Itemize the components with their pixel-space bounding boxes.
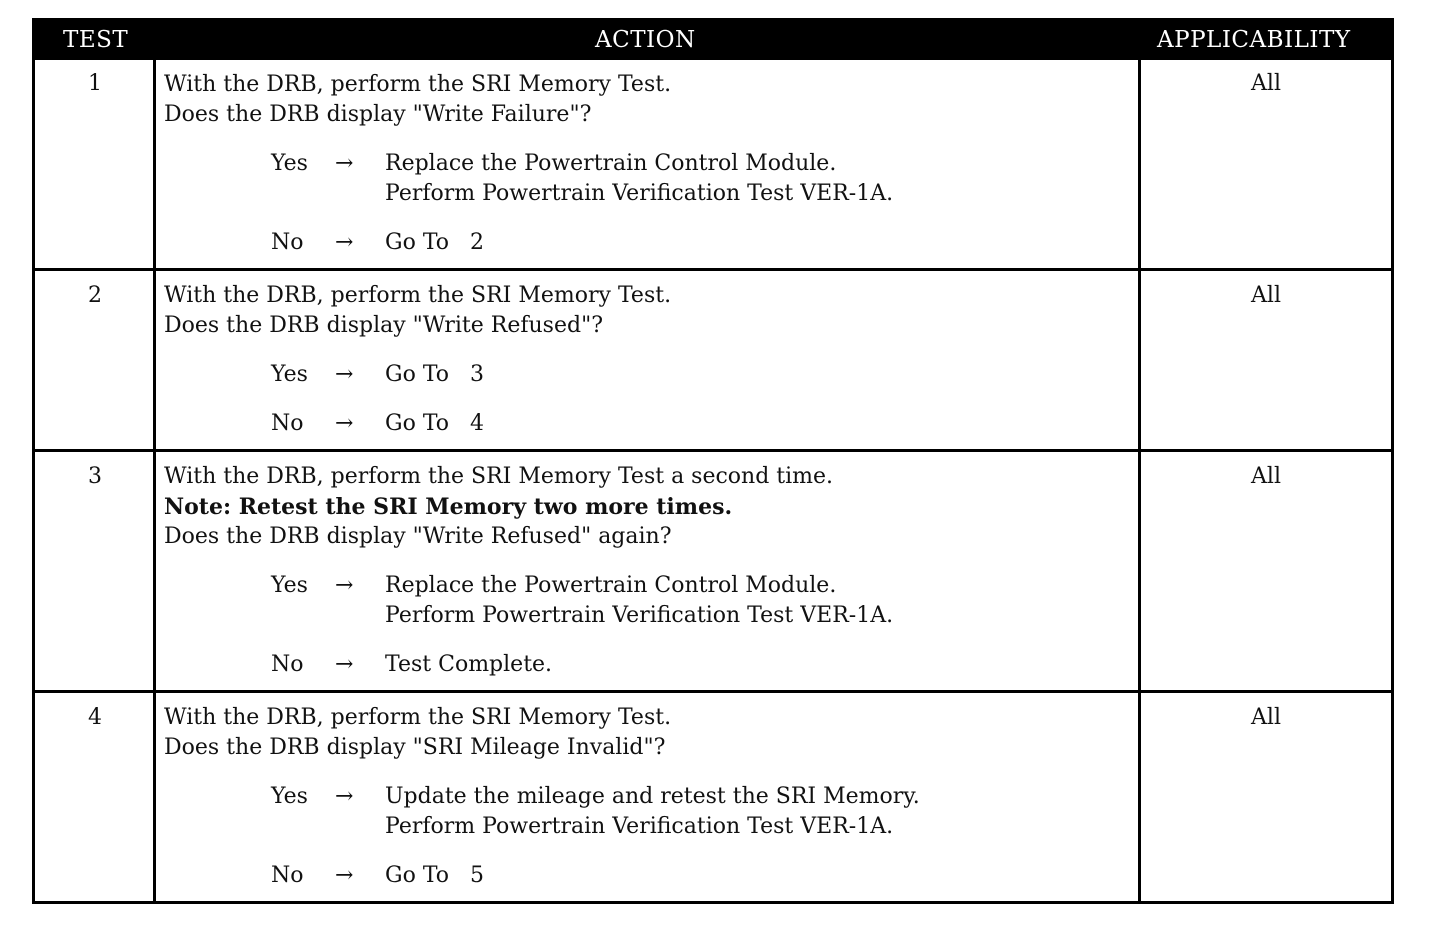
arrow-icon: →: [335, 411, 354, 436]
no-result: Test Complete.: [385, 652, 553, 677]
applicability-value: All: [1251, 464, 1281, 489]
action-line: With the DRB, perform the SRI Memory Test.: [164, 72, 672, 97]
no-result: Go To 2: [385, 230, 484, 255]
action-line: With the DRB, perform the SRI Memory Test.: [164, 283, 672, 308]
action-line: With the DRB, perform the SRI Memory Test a second time.: [164, 464, 834, 489]
action-line: With the DRB, perform the SRI Memory Test.: [164, 705, 672, 730]
no-label: No: [271, 230, 304, 255]
yes-result: Perform Powertrain Verification Test VER-1A.: [385, 603, 894, 628]
arrow-icon: →: [335, 652, 354, 677]
header-action: ACTION: [595, 27, 696, 53]
yes-label: Yes: [271, 573, 308, 598]
arrow-icon: →: [335, 362, 354, 387]
yes-result: Perform Powertrain Verification Test VER-1A.: [385, 181, 894, 206]
test-number: 4: [88, 705, 102, 730]
yes-label: Yes: [271, 362, 308, 387]
action-line: Does the DRB display "Write Refused" again?: [164, 524, 672, 549]
applicability-value: All: [1251, 705, 1281, 730]
action-note: Note: Retest the SRI Memory two more times.: [164, 494, 733, 520]
applicability-value: All: [1251, 283, 1281, 308]
yes-label: Yes: [271, 784, 308, 809]
arrow-icon: →: [335, 784, 354, 809]
action-line: Does the DRB display "SRI Mileage Invalid"?: [164, 735, 666, 760]
arrow-icon: →: [335, 863, 354, 888]
yes-result: Update the mileage and retest the SRI Memory.: [385, 784, 920, 809]
arrow-icon: →: [335, 573, 354, 598]
no-label: No: [271, 863, 304, 888]
arrow-icon: →: [335, 151, 354, 176]
test-number: 1: [88, 71, 102, 96]
action-line: Does the DRB display "Write Failure"?: [164, 102, 592, 127]
header-applicability: APPLICABILITY: [1157, 27, 1351, 53]
yes-result: Replace the Powertrain Control Module.: [385, 573, 837, 598]
test-number: 3: [88, 464, 102, 489]
yes-label: Yes: [271, 151, 308, 176]
table-row: [35, 452, 1391, 693]
table-row: [35, 271, 1391, 452]
yes-result: Replace the Powertrain Control Module.: [385, 151, 837, 176]
action-line: Does the DRB display "Write Refused"?: [164, 313, 603, 338]
header-test: TEST: [63, 27, 129, 53]
table-header: [35, 21, 1391, 60]
yes-result: Perform Powertrain Verification Test VER-1A.: [385, 814, 894, 839]
no-result: Go To 5: [385, 863, 484, 888]
no-label: No: [271, 411, 304, 436]
table-row: [35, 60, 1391, 271]
yes-result: Go To 3: [385, 362, 484, 387]
applicability-value: All: [1251, 71, 1281, 96]
diagnostic-test-table: [32, 18, 1394, 904]
table-row: [35, 693, 1391, 904]
no-result: Go To 4: [385, 411, 484, 436]
test-number: 2: [88, 283, 102, 308]
arrow-icon: →: [335, 230, 354, 255]
no-label: No: [271, 652, 304, 677]
